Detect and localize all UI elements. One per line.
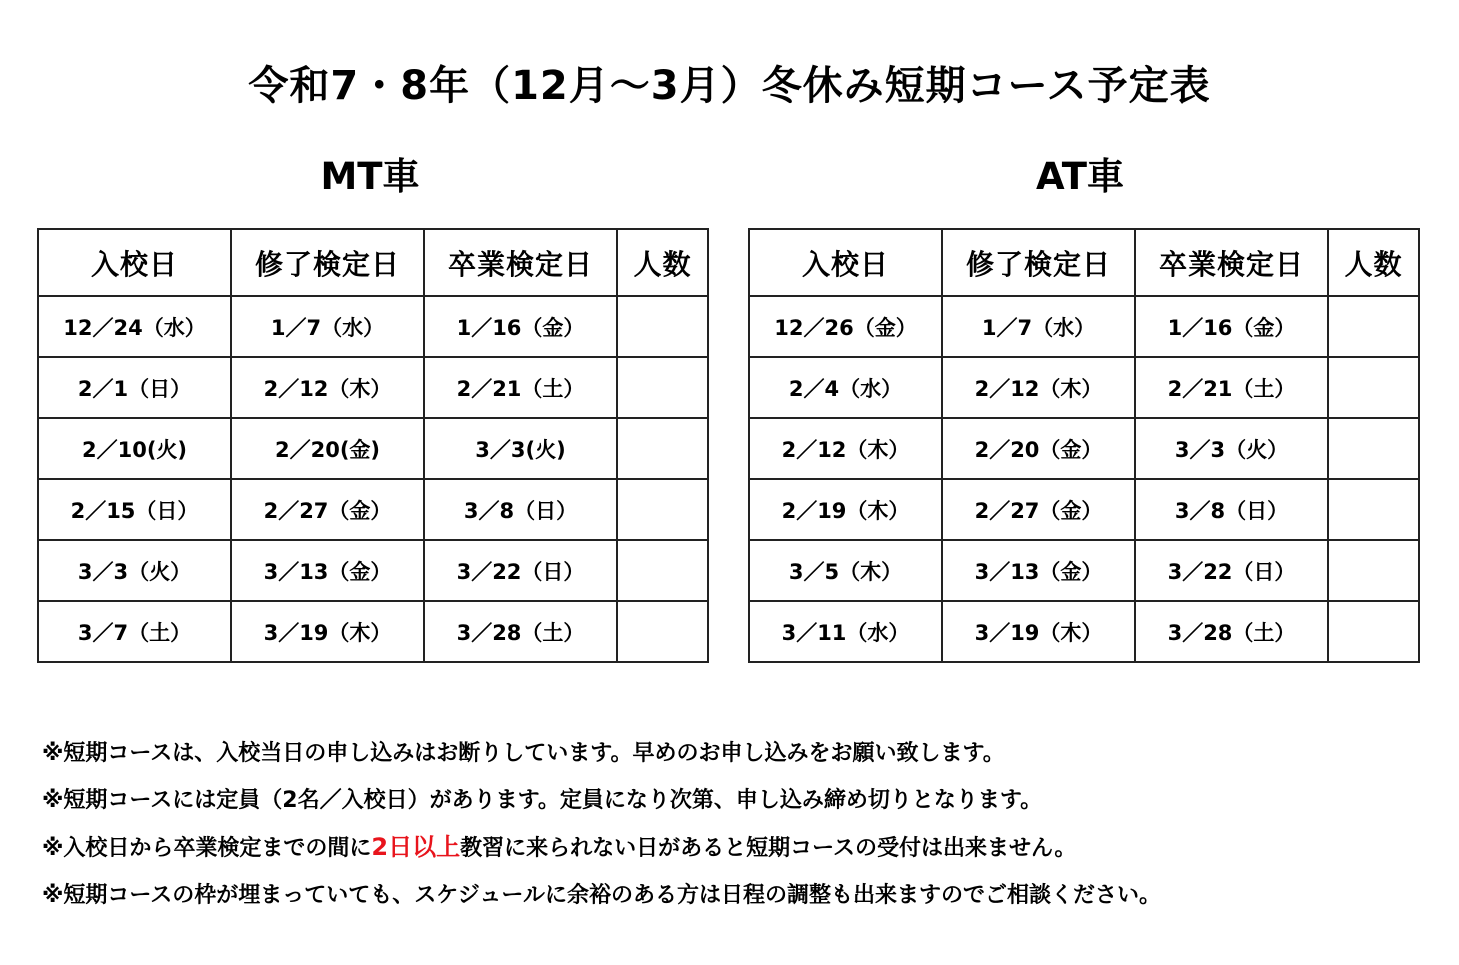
column-header-completion-exam: 修了検定日 [231,229,424,296]
entry-date-cell: 3／7（土） [38,601,231,662]
table-row [38,540,708,601]
entry-date-cell: 12／24（水） [38,296,231,357]
count-cell [1328,601,1419,662]
column-header-completion-exam: 修了検定日 [942,229,1135,296]
graduation-exam-cell: 3／3(火) [424,418,617,479]
graduation-exam-cell: 1／16（金） [424,296,617,357]
column-header-entry-date: 入校日 [749,229,942,296]
note-attendance-before: ※入校日から卒業検定までの間に [42,836,372,861]
mt-section-title: MT車 [320,155,420,198]
entry-date-cell: 2／12（木） [749,418,942,479]
count-cell [617,296,708,357]
table-row [749,357,1419,418]
column-header-count: 人数 [1328,229,1419,296]
completion-exam-cell: 2／20（金） [942,418,1135,479]
note-consultation: ※短期コースの枠が埋まっていても、スケジュールに余裕のある方は日程の調整も出来ますのでご相談ください。 [42,883,1161,908]
note-attendance [42,824,1442,872]
entry-date-cell: 3／5（木） [749,540,942,601]
mt-schedule-table [37,228,709,663]
entry-date-cell: 2／10(火) [38,418,231,479]
entry-date-cell: 2／19（木） [749,479,942,540]
completion-exam-cell: 3／19（木） [942,601,1135,662]
count-cell [1328,418,1419,479]
table-row [749,296,1419,357]
completion-exam-cell: 2／27（金） [231,479,424,540]
completion-exam-cell: 3／19（木） [231,601,424,662]
graduation-exam-cell: 2／21（土） [1135,357,1328,418]
page-title: 令和7・8年（12月～3月）冬休み短期コース予定表 [248,63,1211,109]
graduation-exam-cell: 3／8（日） [424,479,617,540]
graduation-exam-cell: 3／22（日） [1135,540,1328,601]
entry-date-cell: 3／11（水） [749,601,942,662]
count-cell [617,418,708,479]
count-cell [617,479,708,540]
at-section-title: AT車 [1035,155,1124,198]
table-header-row [749,229,1419,296]
completion-exam-cell: 3／13（金） [942,540,1135,601]
graduation-exam-cell: 1／16（金） [1135,296,1328,357]
table-row [38,357,708,418]
entry-date-cell: 12／26（金） [749,296,942,357]
table-row [38,479,708,540]
graduation-exam-cell: 3／28（土） [1135,601,1328,662]
table-row [749,540,1419,601]
note-attendance-after: 教習に来られない日があると短期コースの受付は出来ません。 [460,836,1077,861]
notes-section [42,730,1442,919]
count-cell [1328,540,1419,601]
graduation-exam-cell: 3／22（日） [424,540,617,601]
count-cell [1328,479,1419,540]
count-cell [1328,357,1419,418]
at-schedule-table [748,228,1420,663]
count-cell [617,357,708,418]
graduation-exam-cell: 2／21（土） [424,357,617,418]
table-row [749,601,1419,662]
count-cell [1328,296,1419,357]
column-header-graduation-exam: 卒業検定日 [1135,229,1328,296]
graduation-exam-cell: 3／8（日） [1135,479,1328,540]
graduation-exam-cell: 3／28（土） [424,601,617,662]
completion-exam-cell: 1／7（水） [942,296,1135,357]
entry-date-cell: 2／4（水） [749,357,942,418]
completion-exam-cell: 2／12（木） [942,357,1135,418]
entry-date-cell: 3／3（火） [38,540,231,601]
entry-date-cell: 2／1（日） [38,357,231,418]
table-row [38,601,708,662]
table-row [38,296,708,357]
note-attendance-highlight: 2日以上 [371,833,461,861]
count-cell [617,540,708,601]
note-same-day-entry: ※短期コースは、入校当日の申し込みはお断りしています。早めのお申し込みをお願い致します。 [42,741,1005,766]
column-header-count: 人数 [617,229,708,296]
table-row [749,479,1419,540]
table-header-row [38,229,708,296]
completion-exam-cell: 2／27（金） [942,479,1135,540]
completion-exam-cell: 2／12（木） [231,357,424,418]
completion-exam-cell: 3／13（金） [231,540,424,601]
completion-exam-cell: 2／20(金) [231,418,424,479]
completion-exam-cell: 1／7（水） [231,296,424,357]
column-header-entry-date: 入校日 [38,229,231,296]
column-header-graduation-exam: 卒業検定日 [424,229,617,296]
count-cell [617,601,708,662]
note-capacity: ※短期コースには定員（2名／入校日）があります。定員になり次第、申し込み締め切りとなります。 [42,788,1043,813]
graduation-exam-cell: 3／3（火） [1135,418,1328,479]
table-row [38,418,708,479]
table-row [749,418,1419,479]
entry-date-cell: 2／15（日） [38,479,231,540]
